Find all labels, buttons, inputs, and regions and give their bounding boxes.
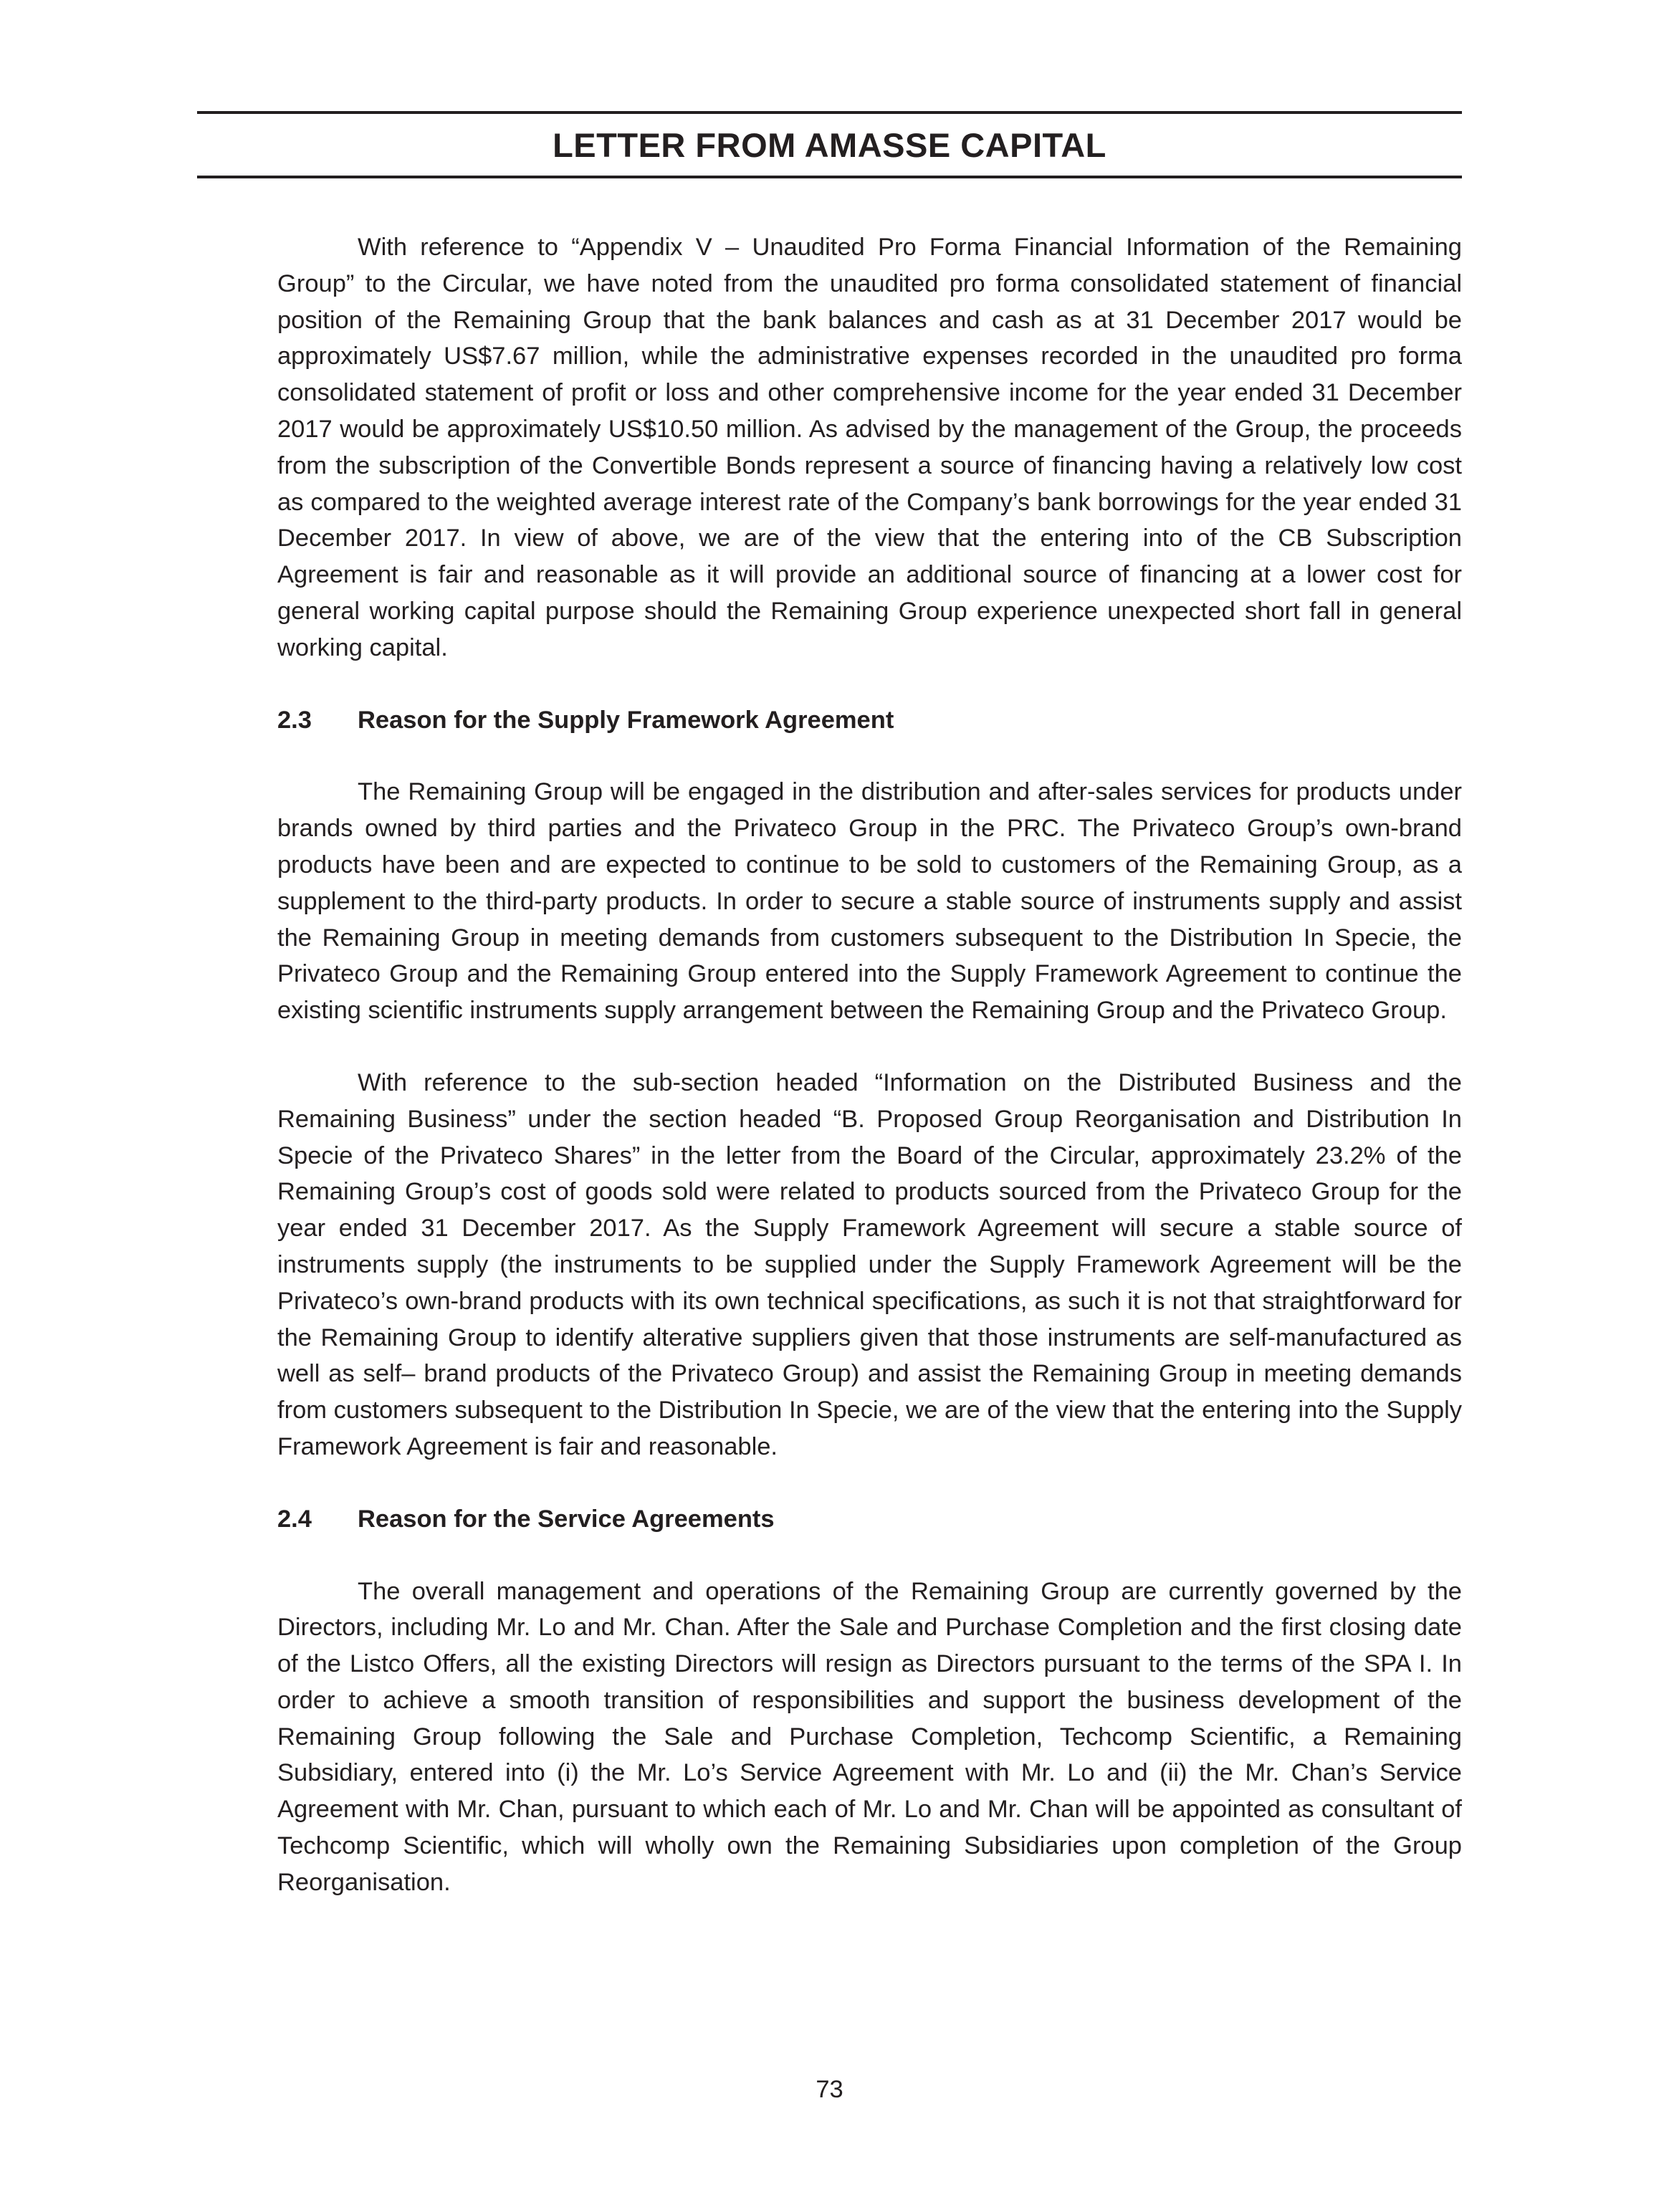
page-number: 73 — [816, 2076, 843, 2103]
section-number: 2.3 — [277, 706, 312, 734]
section-number: 2.4 — [277, 1505, 312, 1533]
section-heading-2-3 — [277, 702, 1462, 739]
paragraph-service-agreements: The overall management and operations of the Remaining Group are currently governed by the Directors, including Mr. Lo and Mr. Chan. After the Sale and Purchase Completion and the first closing date of the Listco Offers, all the existing Directors will resign as Directors pursuant to the terms of the SPA I. In order to achieve a smooth transition of responsibilities and support the business development of the Remaining Group following the Sale and Purchase Completion, Techcomp Scientific, a Remaining Subsidiary, entered into (i) the Mr. Lo’s Service Agreement with Mr. Lo and (ii) the Mr. Chan’s Service Agreement with Mr. Chan, pursuant to which each of Mr. Lo and Mr. Chan will be appointed as consultant of Techcomp Scientific, which will wholly own the Remaining Subsidiaries upon completion of the Group Reorganisation. — [277, 1577, 1462, 1896]
document-body — [277, 229, 1462, 1901]
page-title: LETTER FROM AMASSE CAPITAL — [553, 126, 1106, 164]
header-top-rule — [197, 111, 1462, 114]
paragraph-supply-reasoning: With reference to the sub-section headed “Information on the Distributed Business and the Remaining Business” under the section headed “B. Proposed Group Reorganisation and Distribution In Specie of the Privateco Shares” in the letter from the Board of the Circular, approximately 23.2% of the Remaining Group’s cost of goods sold were related to products sourced from the Privateco Group for the year ended 31 December 2017. As the Supply Framework Agreement will secure a stable source of instruments supply (the instruments to be supplied under the Supply Framework Agreement will be the Privateco’s own-brand products with its own technical specifications, as such it is not that straightforward for the Remaining Group to identify alterative suppliers given that those instruments are self-manufactured as well as self– brand products of the Privateco Group) and assist the Remaining Group in meeting demands from customers subsequent to the Distribution In Specie, we are of the view that the entering into the Supply Framework Agreement is fair and reasonable. — [277, 1068, 1462, 1460]
section-title: Reason for the Supply Framework Agreement — [358, 706, 894, 734]
page-header — [197, 111, 1462, 178]
paragraph-bank-balances: With reference to “Appendix V – Unaudited Pro Forma Financial Information of the Remaining Group” to the Circular, we have noted from the unaudited pro forma consolidated statement of financial position of the Remaining Group that the bank balances and cash as at 31 December 2017 would be approximately US$7.67 million, while the administrative expenses recorded in the unaudited pro forma consolidated statement of profit or loss and other comprehensive income for the year ended 31 December 2017 would be approximately US$10.50 million. As advised by the management of the Group, the proceeds from the subscription of the Convertible Bonds represent a source of financing having a relatively low cost as compared to the weighted average interest rate of the Company’s bank borrowings for the year ended 31 December 2017. In view of above, we are of the view that the entering into of the CB Subscription Agreement is fair and reasonable as it will provide an additional source of financing at a lower cost for general working capital purpose should the Remaining Group experience unexpected short fall in general working capital. — [277, 234, 1462, 661]
section-heading-2-4 — [277, 1501, 1462, 1538]
paragraph-supply-background: The Remaining Group will be engaged in the distribution and after-sales services for products under brands owned by third parties and the Privateco Group in the PRC. The Privateco Group’s own-brand products have been and are expected to continue to be sold to customers of the Remaining Group, as a supplement to the third-party products. In order to secure a stable source of instruments supply and assist the Remaining Group in meeting demands from customers subsequent to the Distribution In Specie, the Privateco Group and the Remaining Group entered into the Supply Framework Agreement to continue the existing scientific instruments supply arrangement between the Remaining Group and the Privateco Group. — [277, 778, 1462, 1025]
section-title: Reason for the Service Agreements — [358, 1505, 775, 1533]
header-bottom-rule — [197, 176, 1462, 178]
